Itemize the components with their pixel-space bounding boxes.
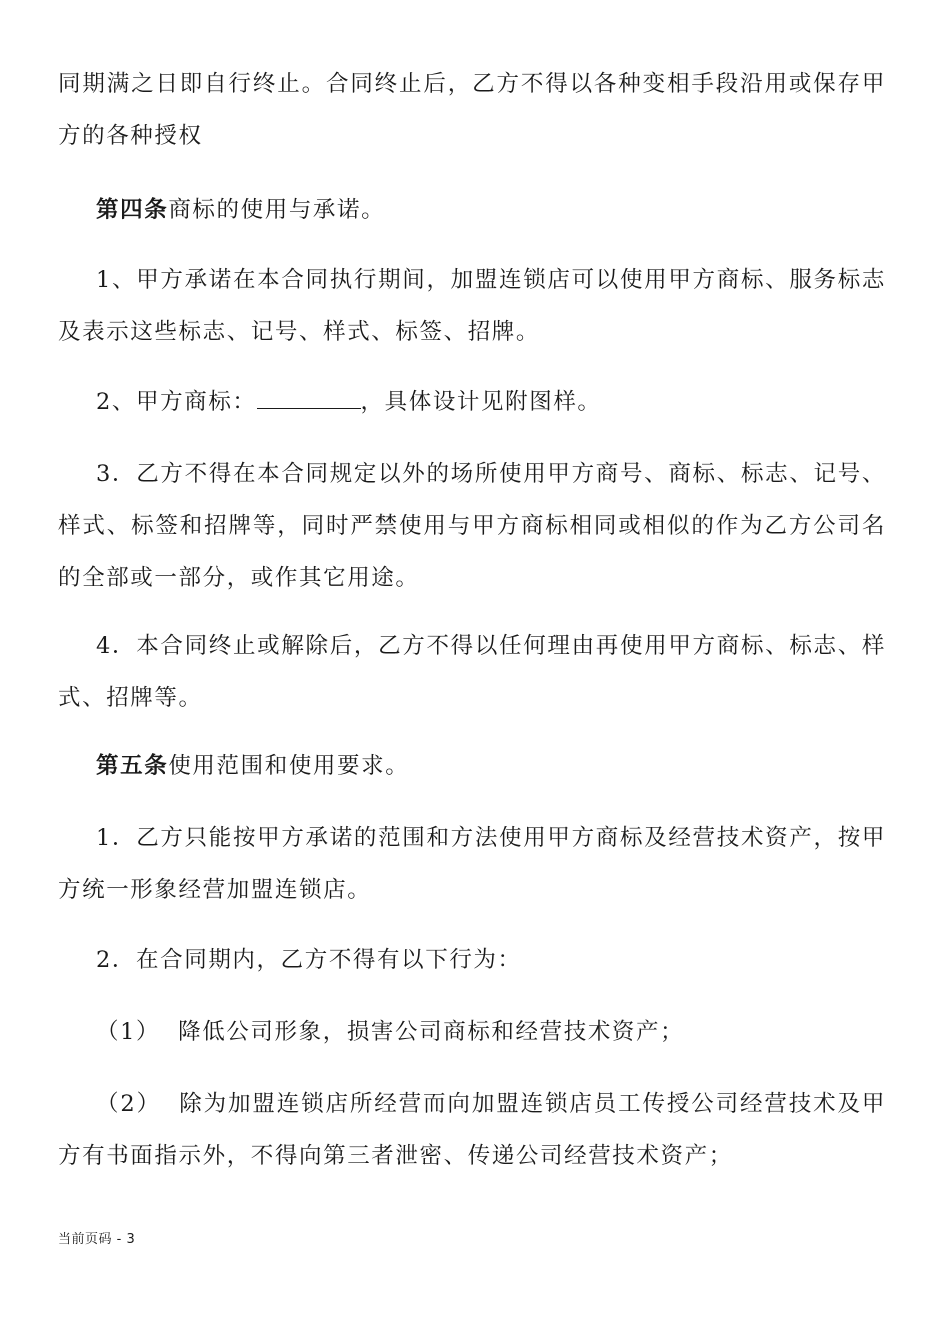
article-5-subitem-1 — [58, 1006, 886, 1058]
paragraph-continuation: 同期满之日即自行终止。合同终止后，乙方不得以各种变相手段沿用或保存甲方的各种授权 — [58, 71, 886, 149]
page-number-footer: 当前页码 - 3 — [58, 1232, 136, 1247]
article-4-heading — [58, 184, 886, 236]
subitem-2-text: 除为加盟连锁店所经营而向加盟连锁店员工传授公司经营技术及甲方有书面指示外，不得向第三者泄密、传递公司经营技术资产； — [58, 1091, 886, 1169]
article-4-item-4: 4．本合同终止或解除后，乙方不得以任何理由再使用甲方商标、标志、样式、招牌等。 — [58, 633, 886, 711]
trademark-blank-field — [257, 388, 361, 409]
subitem-1-text: 降低公司形象，损害公司商标和经营技术资产； — [178, 1019, 685, 1045]
article-4-item-2-prefix: 2、甲方商标： — [96, 389, 257, 415]
article-4-label: 第四条 — [96, 197, 169, 223]
article-4-title: 商标的使用与承诺。 — [168, 197, 386, 223]
article-5-heading — [58, 740, 886, 792]
subitem-1-label: （1） — [96, 1019, 161, 1045]
article-5-subitem-2 — [58, 1078, 886, 1182]
article-4-item-1: 1、甲方承诺在本合同执行期间，加盟连锁店可以使用甲方商标、服务标志及表示这些标志、记号、样式、标签、招牌。 — [58, 267, 886, 345]
article-5-title: 使用范围和使用要求。 — [168, 753, 410, 779]
article-4-item-3: 3．乙方不得在本合同规定以外的场所使用甲方商号、商标、标志、记号、样式、标签和招牌等，同时严禁使用与甲方商标相同或相似的作为乙方公司名的全部或一部分，或作其它用途。 — [58, 461, 886, 591]
article-5-label: 第五条 — [96, 753, 169, 779]
article-5-item-1: 1．乙方只能按甲方承诺的范围和方法使用甲方商标及经营技术资产，按甲方统一形象经营加盟连锁店。 — [58, 825, 886, 903]
article-4-item-2 — [58, 376, 886, 428]
subitem-2-label: （2） — [96, 1091, 161, 1117]
article-4-item-2-suffix: ，具体设计见附图样。 — [360, 389, 602, 415]
article-5-item-2: 2．在合同期内，乙方不得有以下行为： — [96, 947, 522, 973]
